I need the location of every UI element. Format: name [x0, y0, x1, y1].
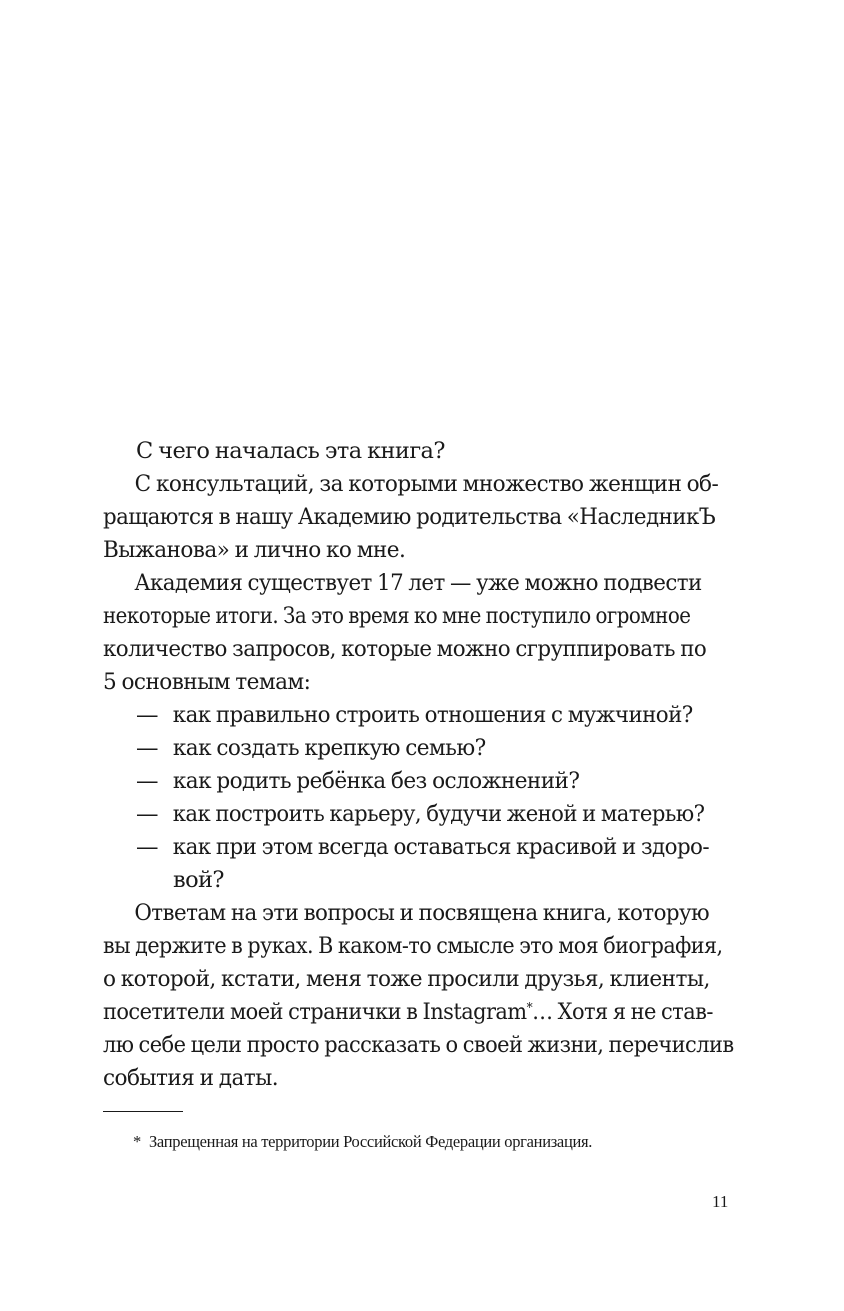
paragraph-3-line-3: количество запросов, которые можно сгруппировать по — [103, 636, 707, 662]
paragraph-4-line-6: события и даты. — [103, 1065, 279, 1091]
paragraph-2-line-3: Выжанова» и лично ко мне. — [103, 537, 406, 563]
footnote-text: Запрещенная на территории Российской Федерации организация. — [148, 1132, 593, 1151]
footnote — [133, 1132, 592, 1152]
paragraph-2-line-1: С консультаций, за которыми множество женщин об- — [134, 471, 719, 497]
paragraph-4-line-1: Ответам на эти вопросы и посвящена книга, которую — [134, 900, 710, 926]
list-dash: — — [136, 834, 158, 860]
list-item — [103, 732, 687, 765]
paragraph-2-line-2: ращаются в нашу Академию родительства «НаследникЪ — [103, 504, 716, 530]
list-dash: — — [136, 702, 158, 728]
paragraph-4-line-5: лю себе цели просто рассказать о своей жизни, перечислив — [103, 1032, 734, 1058]
paragraph-4-line-4 — [103, 996, 713, 1029]
footnote-separator — [103, 1111, 183, 1112]
main-text — [103, 435, 734, 1095]
paragraph-3-line-1: Академия существует 17 лет — уже можно подвести — [134, 570, 702, 596]
footnote-marker: * — [133, 1132, 141, 1151]
list-dash: — — [136, 768, 158, 794]
list-item-text: как родить ребёнка без осложнений? — [172, 768, 580, 794]
list-item-text: как построить карьеру, будучи женой и матерью? — [172, 801, 705, 827]
list-item — [103, 765, 687, 798]
paragraph-4-line-4-tail: … Хотя я не став- — [532, 999, 713, 1025]
paragraph-4-line-4-text: посетители моей странички в Instagram — [103, 999, 527, 1025]
list-item — [103, 831, 710, 864]
list-item-continuation: вой? — [173, 867, 224, 893]
list-item-text: как создать крепкую семью? — [172, 735, 486, 761]
paragraph-1-line-1: С чего началась эта книга? — [136, 438, 445, 464]
list-item — [103, 699, 693, 732]
footnote-reference: * — [526, 1001, 533, 1016]
list-dash: — — [136, 801, 158, 827]
paragraph-4-line-2: вы держите в руках. В каком-то смысле это моя биография, — [103, 933, 723, 959]
list-dash: — — [136, 735, 158, 761]
paragraph-3-line-2: некоторые итоги. За это время ко мне поступило огромное — [103, 603, 691, 629]
list-item-text: как правильно строить отношения с мужчиной? — [172, 702, 693, 728]
list-item — [103, 798, 705, 831]
page-number: 11 — [712, 1192, 729, 1211]
paragraph-4-line-3: о которой, кстати, меня тоже просили друзья, клиенты, — [103, 966, 710, 992]
list-item-text: как при этом всегда оставаться красивой и здоро- — [172, 834, 710, 860]
paragraph-3-line-4: 5 основным темам: — [103, 669, 311, 695]
